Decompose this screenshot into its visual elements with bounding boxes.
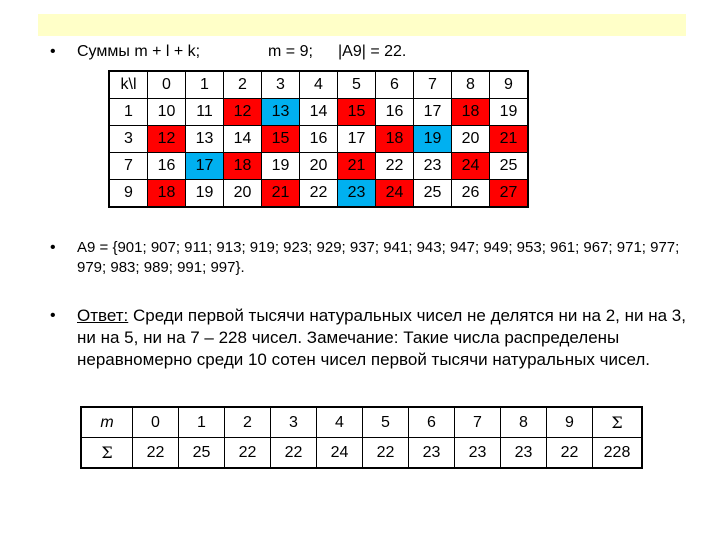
table-cell: 16	[300, 126, 338, 153]
table-cell: 6	[409, 407, 455, 438]
row-key-cell: 3	[109, 126, 148, 153]
header-cell: 2	[224, 71, 262, 99]
table-cell: 22	[363, 438, 409, 469]
table-cell: 25	[490, 153, 529, 180]
table-cell-red: 21	[338, 153, 376, 180]
table-cell: 14	[224, 126, 262, 153]
table-row	[109, 99, 528, 126]
table-cell-red: 21	[262, 180, 300, 208]
answer-label: Ответ:	[77, 306, 129, 325]
bullet-3: •	[50, 307, 56, 324]
table-cell: 22	[133, 438, 179, 469]
header-cell: 7	[414, 71, 452, 99]
sums-line	[77, 42, 677, 62]
table-cell: 8	[501, 407, 547, 438]
table-cell: 17	[338, 126, 376, 153]
table-cell: 22	[547, 438, 593, 469]
table-cell: 11	[186, 99, 224, 126]
header-cell: 4	[300, 71, 338, 99]
table-cell: 16	[148, 153, 186, 180]
table-cell: 13	[186, 126, 224, 153]
header-cell: 5	[338, 71, 376, 99]
header-cell: 9	[490, 71, 529, 99]
table-cell: 22	[376, 153, 414, 180]
table-cell: 20	[452, 126, 490, 153]
table-cell: 26	[452, 180, 490, 208]
m-value: m = 9;	[268, 43, 313, 60]
table-cell: 1	[179, 407, 225, 438]
table-cell-red: 18	[224, 153, 262, 180]
table-cell: 3	[271, 407, 317, 438]
table-cell: 22	[300, 180, 338, 208]
table-cell: 2	[225, 407, 271, 438]
table-cell: 22	[271, 438, 317, 469]
header-cell: 8	[452, 71, 490, 99]
table-cell: 16	[376, 99, 414, 126]
table-row	[109, 153, 528, 180]
table-cell: 10	[148, 99, 186, 126]
header-cell: 1	[186, 71, 224, 99]
table-cell-blue: 13	[262, 99, 300, 126]
table-cell-red: 21	[490, 126, 529, 153]
sigma-header-cell: Σ	[593, 407, 643, 438]
corner-cell: k\l	[109, 71, 148, 99]
row-key-cell: 7	[109, 153, 148, 180]
table-cell: 9	[547, 407, 593, 438]
table-cell: 23	[409, 438, 455, 469]
table-cell: 20	[224, 180, 262, 208]
a9-list: A9 = {901; 907; 911; 913; 919; 923; 929; 937; 941; 943; 947; 949; 953; 961; 967; 971; 977; 979; 983; 989; 991; 997}.	[77, 239, 680, 276]
table-cell: 23	[414, 153, 452, 180]
table-cell: 24	[317, 438, 363, 469]
table-cell: 19	[490, 99, 529, 126]
table-row	[109, 126, 528, 153]
a9-count: |A9| = 22.	[338, 43, 407, 60]
table-cell: 4	[317, 407, 363, 438]
table-cell-red: 24	[452, 153, 490, 180]
sums-label: Суммы m + l + k;	[77, 43, 201, 60]
table-cell: 22	[225, 438, 271, 469]
table-cell-red: 12	[148, 126, 186, 153]
table-cell: 25	[179, 438, 225, 469]
table-cell: 19	[262, 153, 300, 180]
table-cell: 17	[414, 99, 452, 126]
answer-text: Среди первой тысячи натуральных чисел не делятся ни на 2, ни на 3, ни на 5, ни на 7 – 228 чисел. Замечание: Такие числа распределены неравномерно среди 10 сотен чисел первой тысячи натуральных чисел.	[77, 306, 686, 369]
header-cell: 0	[148, 71, 186, 99]
table-cell-red: 27	[490, 180, 529, 208]
table-cell: 20	[300, 153, 338, 180]
answer-paragraph	[77, 305, 707, 371]
distribution-table	[80, 406, 643, 469]
m-header-cell: m	[81, 407, 133, 438]
table-cell-blue: 17	[186, 153, 224, 180]
table-cell: 7	[455, 407, 501, 438]
title-band	[38, 14, 686, 36]
table-cell-red: 18	[148, 180, 186, 208]
table-cell-red: 24	[376, 180, 414, 208]
table-row	[81, 438, 642, 469]
table-cell-blue: 19	[414, 126, 452, 153]
header-cell: 3	[262, 71, 300, 99]
bullet-1: •	[50, 43, 56, 60]
table-cell: 25	[414, 180, 452, 208]
row-key-cell: 9	[109, 180, 148, 208]
table-cell-red: 15	[338, 99, 376, 126]
sums-table-header-row	[109, 71, 528, 99]
table-cell: 23	[455, 438, 501, 469]
table-cell-red: 18	[452, 99, 490, 126]
table-cell: 23	[501, 438, 547, 469]
header-cell: 6	[376, 71, 414, 99]
bullet-2: •	[50, 239, 56, 256]
table-cell-red: 12	[224, 99, 262, 126]
total-cell: 228	[593, 438, 643, 469]
sums-table	[108, 70, 529, 208]
table-cell: 14	[300, 99, 338, 126]
table-cell: 0	[133, 407, 179, 438]
table-row	[81, 407, 642, 438]
table-cell-blue: 23	[338, 180, 376, 208]
sigma-row-label: Σ	[81, 438, 133, 469]
table-row	[109, 180, 528, 208]
table-cell: 19	[186, 180, 224, 208]
table-cell: 5	[363, 407, 409, 438]
table-cell-red: 18	[376, 126, 414, 153]
row-key-cell: 1	[109, 99, 148, 126]
table-cell-red: 15	[262, 126, 300, 153]
